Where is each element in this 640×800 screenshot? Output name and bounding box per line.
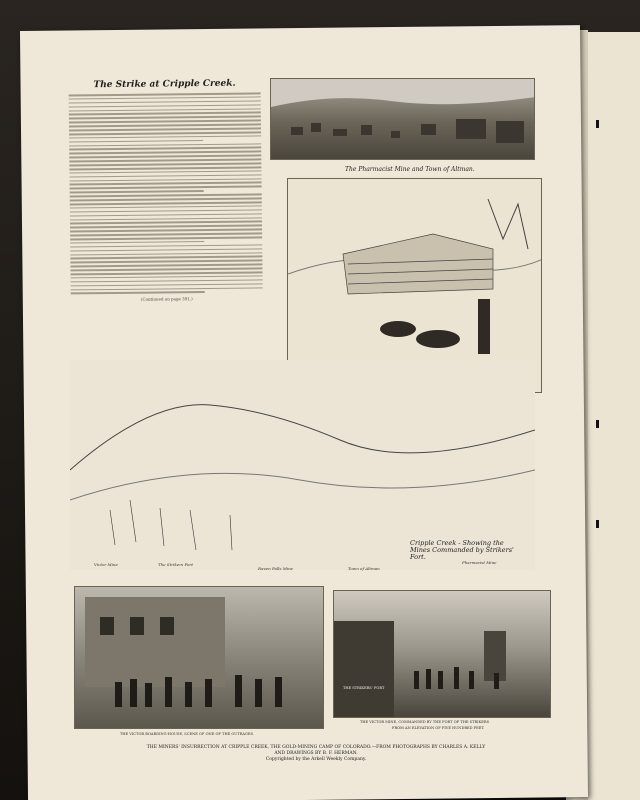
page-footer-caption (76, 745, 556, 763)
article-continued-note: (Continued on page 391.) (140, 296, 193, 302)
article-text-line (70, 225, 262, 229)
article-text-line (70, 232, 262, 236)
article-text-line (70, 205, 262, 209)
boarding-house-art (75, 587, 324, 729)
article-text-line (69, 174, 261, 178)
facing-page-edge (584, 32, 640, 800)
boarding-house-caption: THE VICTOR BOARDING-HOUSE, SCENE OF ONE OF THE OUTRAGES. (120, 732, 254, 736)
article-text-line (71, 291, 205, 294)
article-text-line (70, 201, 262, 205)
article-text-line (69, 170, 261, 174)
article-text-line (69, 159, 261, 163)
article-text-line (71, 287, 263, 291)
article-text-line (69, 151, 261, 155)
article-text-line (71, 275, 263, 279)
article-text-line (70, 221, 262, 225)
hill-label: Victor Mine (94, 562, 118, 567)
footer-line-3: Copyrighted by the Arkell Weekly Company. (265, 757, 367, 762)
victor-mine-art (334, 591, 551, 718)
town-photo (270, 78, 535, 160)
article-text-line (69, 100, 261, 104)
binding-stitch (596, 120, 599, 128)
article-text-line (69, 104, 261, 108)
article-text-line (70, 190, 204, 193)
article-text-line (69, 135, 261, 139)
article-text-line (70, 252, 262, 256)
boarding-house-photo (74, 586, 324, 729)
article-text-line (69, 127, 261, 131)
article-text-line (70, 260, 262, 264)
hill-label: Pharmacist Mine (462, 560, 497, 565)
article-text-line (69, 116, 261, 120)
footer-line-1: THE MINERS' INSURRECTION AT CRIPPLE CREEK, THE GOLD-MINING CAMP OF COLORADO.—FROM PHOTOGRAPHS BY CHARLES A. KELLY (146, 745, 486, 750)
article-text-line (69, 124, 261, 128)
article-text-line (69, 108, 261, 112)
article-text-line (70, 178, 262, 182)
article-text-line (70, 194, 262, 198)
article-text-line (70, 217, 262, 221)
town-caption: The Pharmacist Mine and Town of Altman. (345, 166, 475, 173)
hills-caption: Cripple Creek - Showing the Mines Commanded by Strikers' Fort. (410, 539, 514, 561)
hill-label: The Strikers Fort (158, 562, 193, 567)
hill-label: Raven Falls Mine (258, 566, 294, 571)
article-text-line (69, 112, 261, 116)
hill-label: Town of Altman (348, 566, 380, 571)
article-text-line (71, 283, 263, 287)
article-title: The Strike at Cripple Creek. (93, 78, 236, 91)
binding-stitch (596, 520, 599, 528)
article-body (69, 92, 263, 294)
fort-photo-label-a: THE STRIKERS' FORT (343, 686, 385, 690)
article-text-line (70, 197, 262, 201)
article-text-line (70, 186, 262, 190)
article-text-line (70, 244, 262, 248)
footer-line-2: AND DRAWINGS BY B. F. HERMAN. (274, 751, 358, 756)
town-photo-art (271, 79, 535, 160)
article-text-line (69, 96, 261, 100)
article-text-line (70, 256, 262, 260)
article-text-line (71, 279, 263, 283)
article-text-line (69, 162, 261, 166)
article-text-line (70, 241, 204, 244)
article-text-line (70, 264, 262, 268)
binding-stitch (596, 420, 599, 428)
article-text-line (70, 229, 262, 233)
article-text-line (69, 131, 261, 135)
article-text-line (70, 182, 262, 186)
fort-photo-caption-c: FROM AN ELEVATION OF FIVE HUNDRED FEET. (392, 726, 485, 730)
article-text-line (69, 147, 261, 151)
fort-photo-caption-b: THE VICTOR MINE, COMMANDED BY THE FORT OF THE STRIKERS (360, 720, 490, 724)
article-text-line (69, 166, 261, 170)
article-text-line (71, 271, 263, 275)
article-text-line (69, 120, 261, 124)
article-column (68, 78, 263, 350)
article-text-line (70, 209, 262, 213)
article-text-line (70, 213, 262, 217)
victor-mine-photo (333, 590, 551, 718)
article-text-line (69, 92, 261, 96)
article-text-line (70, 268, 262, 272)
article-text-line (69, 140, 203, 143)
article-text-line (70, 248, 262, 252)
article-text-line (69, 155, 261, 159)
article-text-line (69, 143, 261, 147)
article-text-line (70, 236, 262, 240)
